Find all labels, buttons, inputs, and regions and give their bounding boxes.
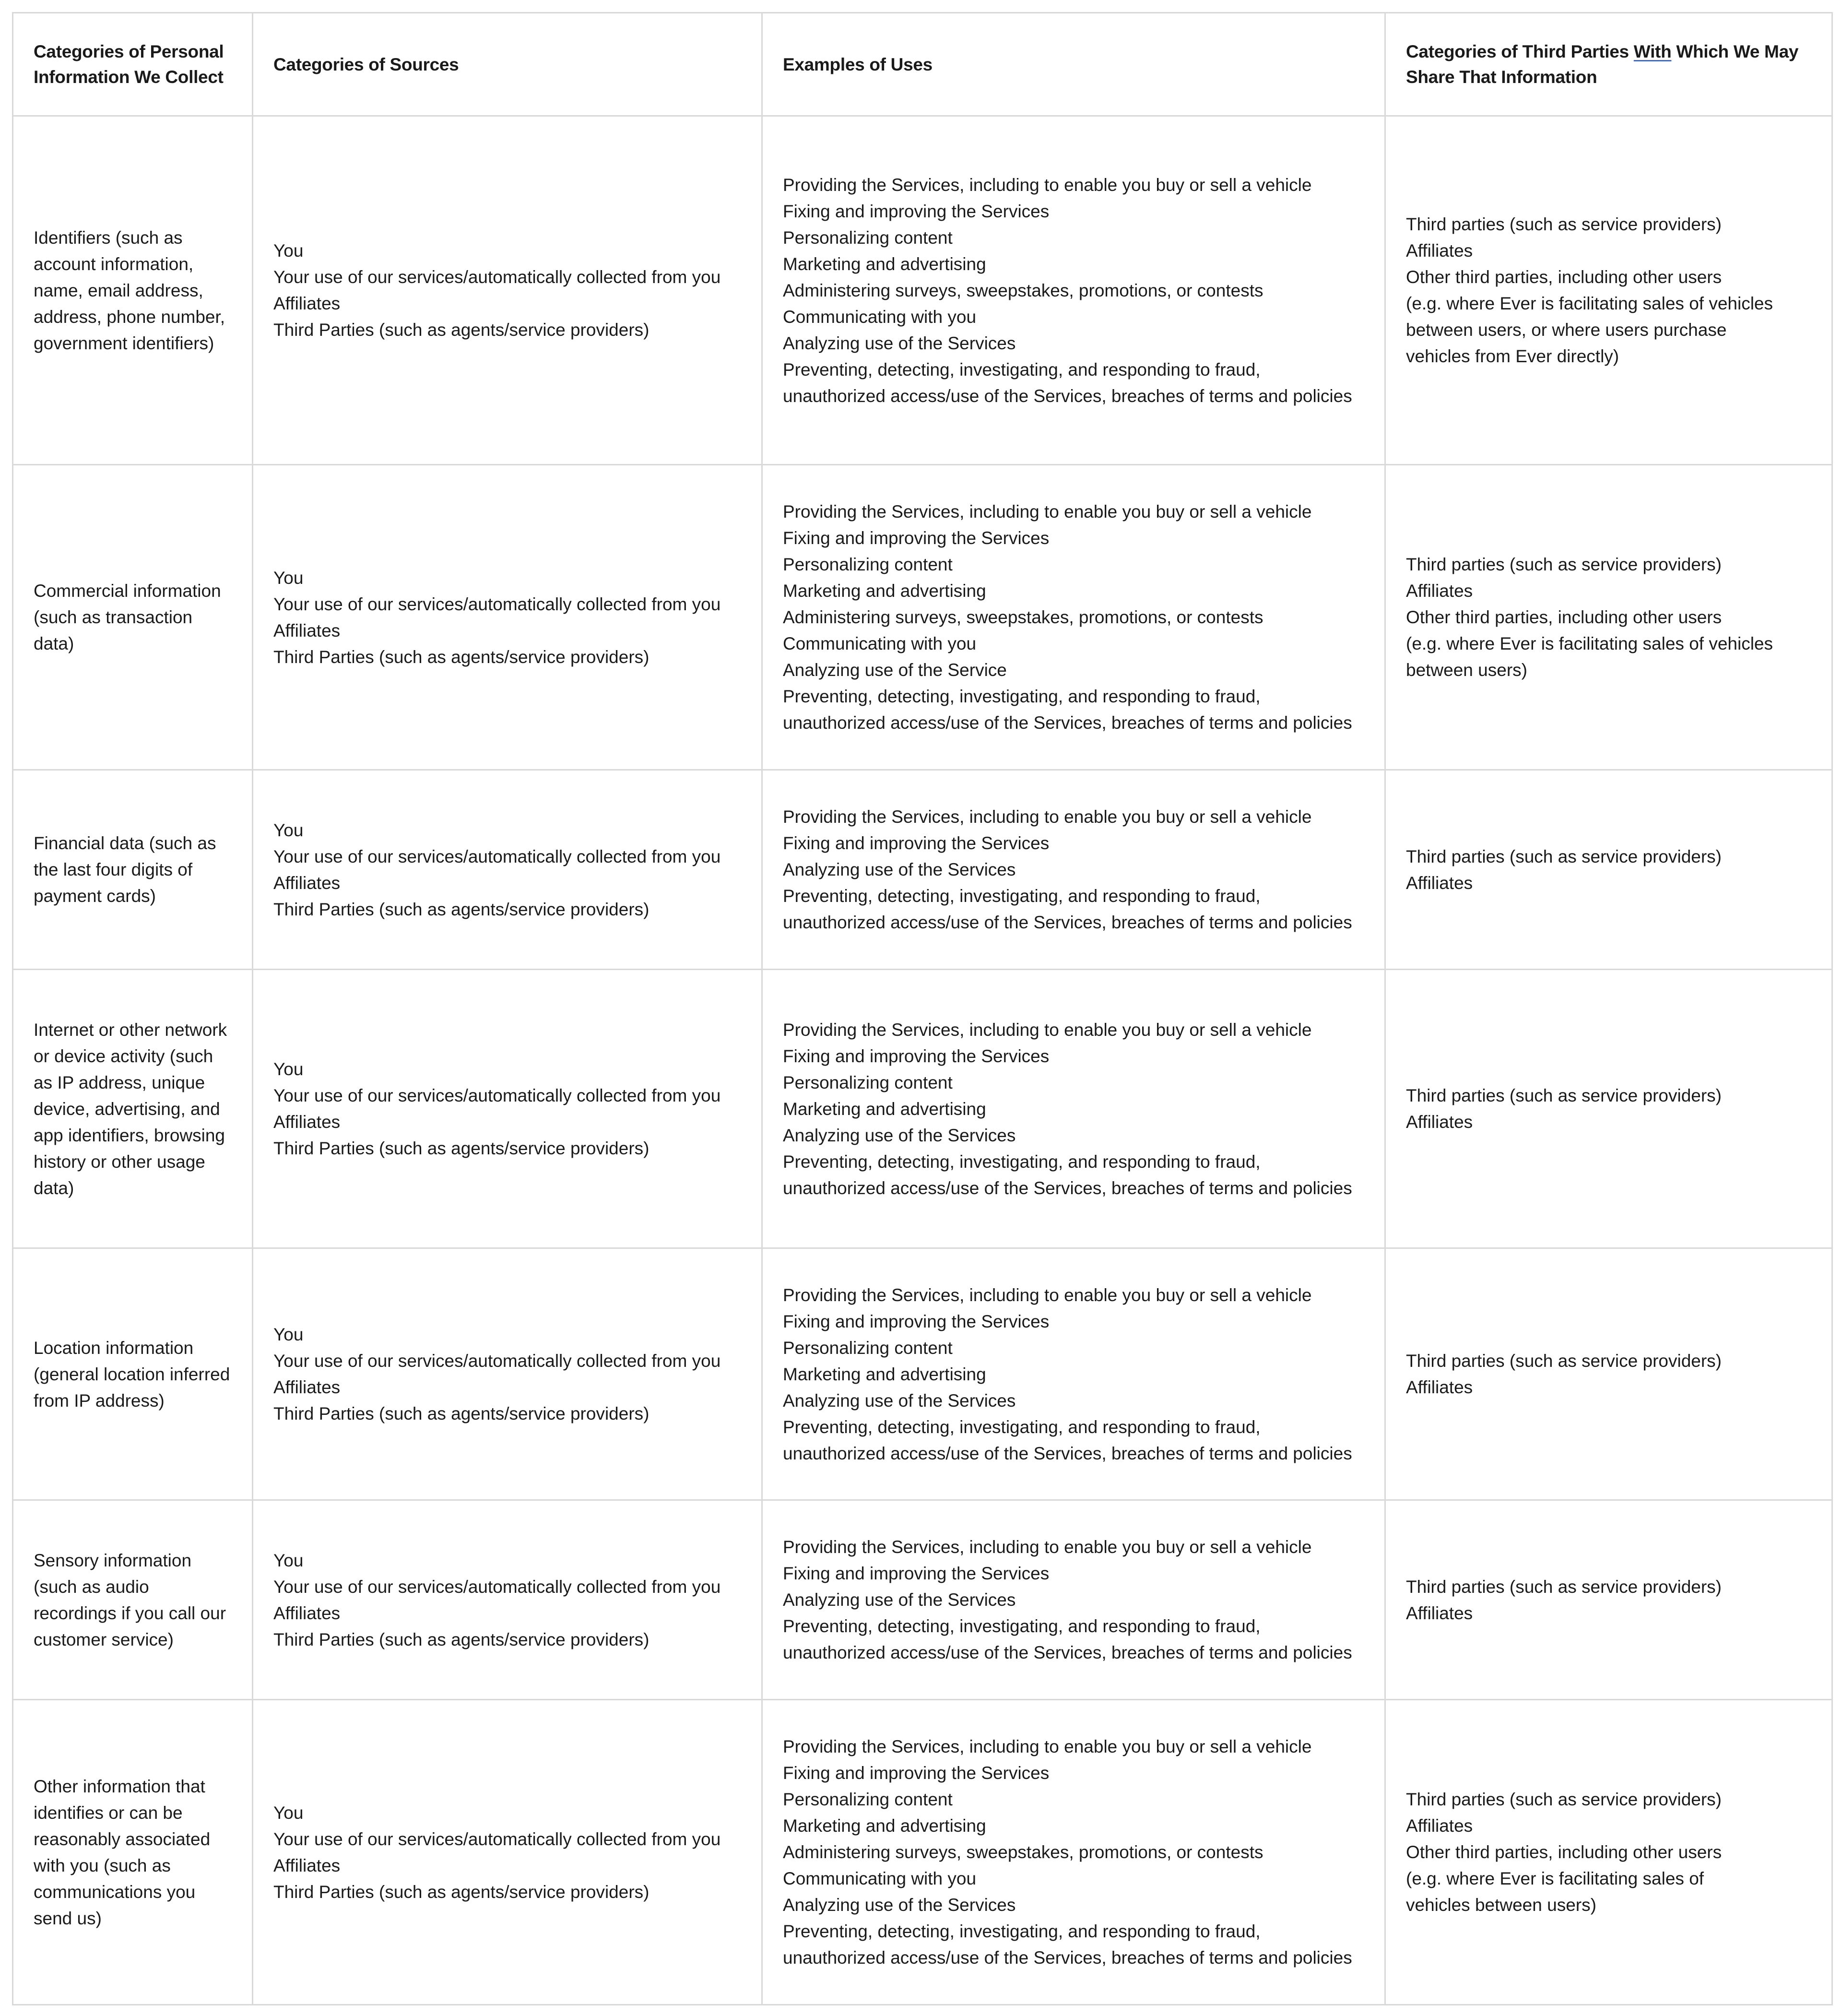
table-row	[13, 1248, 1832, 1500]
header-categories-of-sources: Categories of Sources	[253, 13, 762, 116]
third-parties-cell: Third parties (such as service providers) Affiliates Other third parties, including other users (e.g. where Ever is facilitating sales of vehicles between users)	[1385, 1700, 1832, 2005]
uses-cell: Providing the Services, including to enable you buy or sell a vehicle Fixing and improving the Services Personalizing content Marketing and advertising Administering surveys, sweepstakes, promotions, or contests Communicating with you Analyzing use of the Service Preventing, detecting, investigating, and responding to fraud, unauthorized access/use of the Services, breaches of terms and policies	[762, 465, 1385, 770]
uses-cell: Providing the Services, including to enable you buy or sell a vehicle Fixing and improving the Services Analyzing use of the Services Preventing, detecting, investigating, and responding to fraud, unauthorized access/use of the Services, breaches of terms and policies	[762, 770, 1385, 970]
category-cell: Commercial information (such as transaction data)	[13, 465, 253, 770]
sources-cell: You Your use of our services/automatically collected from you Affiliates Third Parties (such as agents/service providers)	[253, 116, 762, 465]
uses-cell: Providing the Services, including to enable you buy or sell a vehicle Fixing and improving the Services Personalizing content Marketing and advertising Analyzing use of the Services Preventing, detecting, investigating, and responding to fraud, unauthorized access/use of the Services, breaches of terms and policies	[762, 1248, 1385, 1500]
table-row	[13, 970, 1832, 1248]
third-parties-cell: Third parties (such as service providers) Affiliates	[1385, 970, 1832, 1248]
sources-cell: You Your use of our services/automatically collected from you Affiliates Third Parties (such as agents/service providers)	[253, 465, 762, 770]
sources-cell: You Your use of our services/automatically collected from you Affiliates Third Parties (such as agents/service providers)	[253, 1500, 762, 1700]
header-underlined-word: With	[1633, 42, 1672, 61]
third-parties-cell: Third parties (such as service providers) Affiliates	[1385, 770, 1832, 970]
header-examples-of-uses: Examples of Uses	[762, 13, 1385, 116]
category-cell: Identifiers (such as account information, name, email address, address, phone number, government identifiers)	[13, 116, 253, 465]
table-row	[13, 770, 1832, 970]
sources-cell: You Your use of our services/automatically collected from you Affiliates Third Parties (such as agents/service providers)	[253, 970, 762, 1248]
uses-cell: Providing the Services, including to enable you buy or sell a vehicle Fixing and improving the Services Personalizing content Marketing and advertising Administering surveys, sweepstakes, promotions, or contests Communicating with you Analyzing use of the Services Preventing, detecting, investigating, and responding to fraud, unauthorized access/use of the Services, breaches of terms and policies	[762, 116, 1385, 465]
table-row	[13, 465, 1832, 770]
category-cell: Location information (general location inferred from IP address)	[13, 1248, 253, 1500]
uses-cell: Providing the Services, including to enable you buy or sell a vehicle Fixing and improving the Services Personalizing content Marketing and advertising Administering surveys, sweepstakes, promotions, or contests Communicating with you Analyzing use of the Services Preventing, detecting, investigating, and responding to fraud, unauthorized access/use of the Services, breaches of terms and policies	[762, 1700, 1385, 2005]
category-cell: Other information that identifies or can be reasonably associated with you (such as communications you send us)	[13, 1700, 253, 2005]
category-cell: Financial data (such as the last four digits of payment cards)	[13, 770, 253, 970]
third-parties-cell: Third parties (such as service providers) Affiliates	[1385, 1248, 1832, 1500]
category-cell: Internet or other network or device activity (such as IP address, unique device, advertising, and app identifiers, browsing history or other usage data)	[13, 970, 253, 1248]
table-header-row	[13, 13, 1832, 116]
third-parties-cell: Third parties (such as service providers) Affiliates Other third parties, including other users (e.g. where Ever is facilitating sales of vehicles between users, or where users purchase vehicles from Ever directly)	[1385, 116, 1832, 465]
privacy-table-container	[12, 12, 1831, 2005]
uses-cell: Providing the Services, including to enable you buy or sell a vehicle Fixing and improving the Services Analyzing use of the Services Preventing, detecting, investigating, and responding to fraud, unauthorized access/use of the Services, breaches of terms and policies	[762, 1500, 1385, 1700]
uses-cell: Providing the Services, including to enable you buy or sell a vehicle Fixing and improving the Services Personalizing content Marketing and advertising Analyzing use of the Services Preventing, detecting, investigating, and responding to fraud, unauthorized access/use of the Services, breaches of terms and policies	[762, 970, 1385, 1248]
personal-information-table	[12, 12, 1833, 2005]
sources-cell: You Your use of our services/automatically collected from you Affiliates Third Parties (such as agents/service providers)	[253, 1700, 762, 2005]
header-categories-of-personal-information: Categories of Personal Information We Collect	[13, 13, 253, 116]
table-row	[13, 116, 1832, 465]
table-row	[13, 1500, 1832, 1700]
category-cell: Sensory information (such as audio recordings if you call our customer service)	[13, 1500, 253, 1700]
header-categories-of-third-parties: Categories of Third Parties With Which We May Share That Information	[1385, 13, 1832, 116]
sources-cell: You Your use of our services/automatically collected from you Affiliates Third Parties (such as agents/service providers)	[253, 770, 762, 970]
third-parties-cell: Third parties (such as service providers) Affiliates Other third parties, including other users (e.g. where Ever is facilitating sales of vehicles between users)	[1385, 465, 1832, 770]
third-parties-cell: Third parties (such as service providers) Affiliates	[1385, 1500, 1832, 1700]
table-row	[13, 1700, 1832, 2005]
sources-cell: You Your use of our services/automatically collected from you Affiliates Third Parties (such as agents/service providers)	[253, 1248, 762, 1500]
